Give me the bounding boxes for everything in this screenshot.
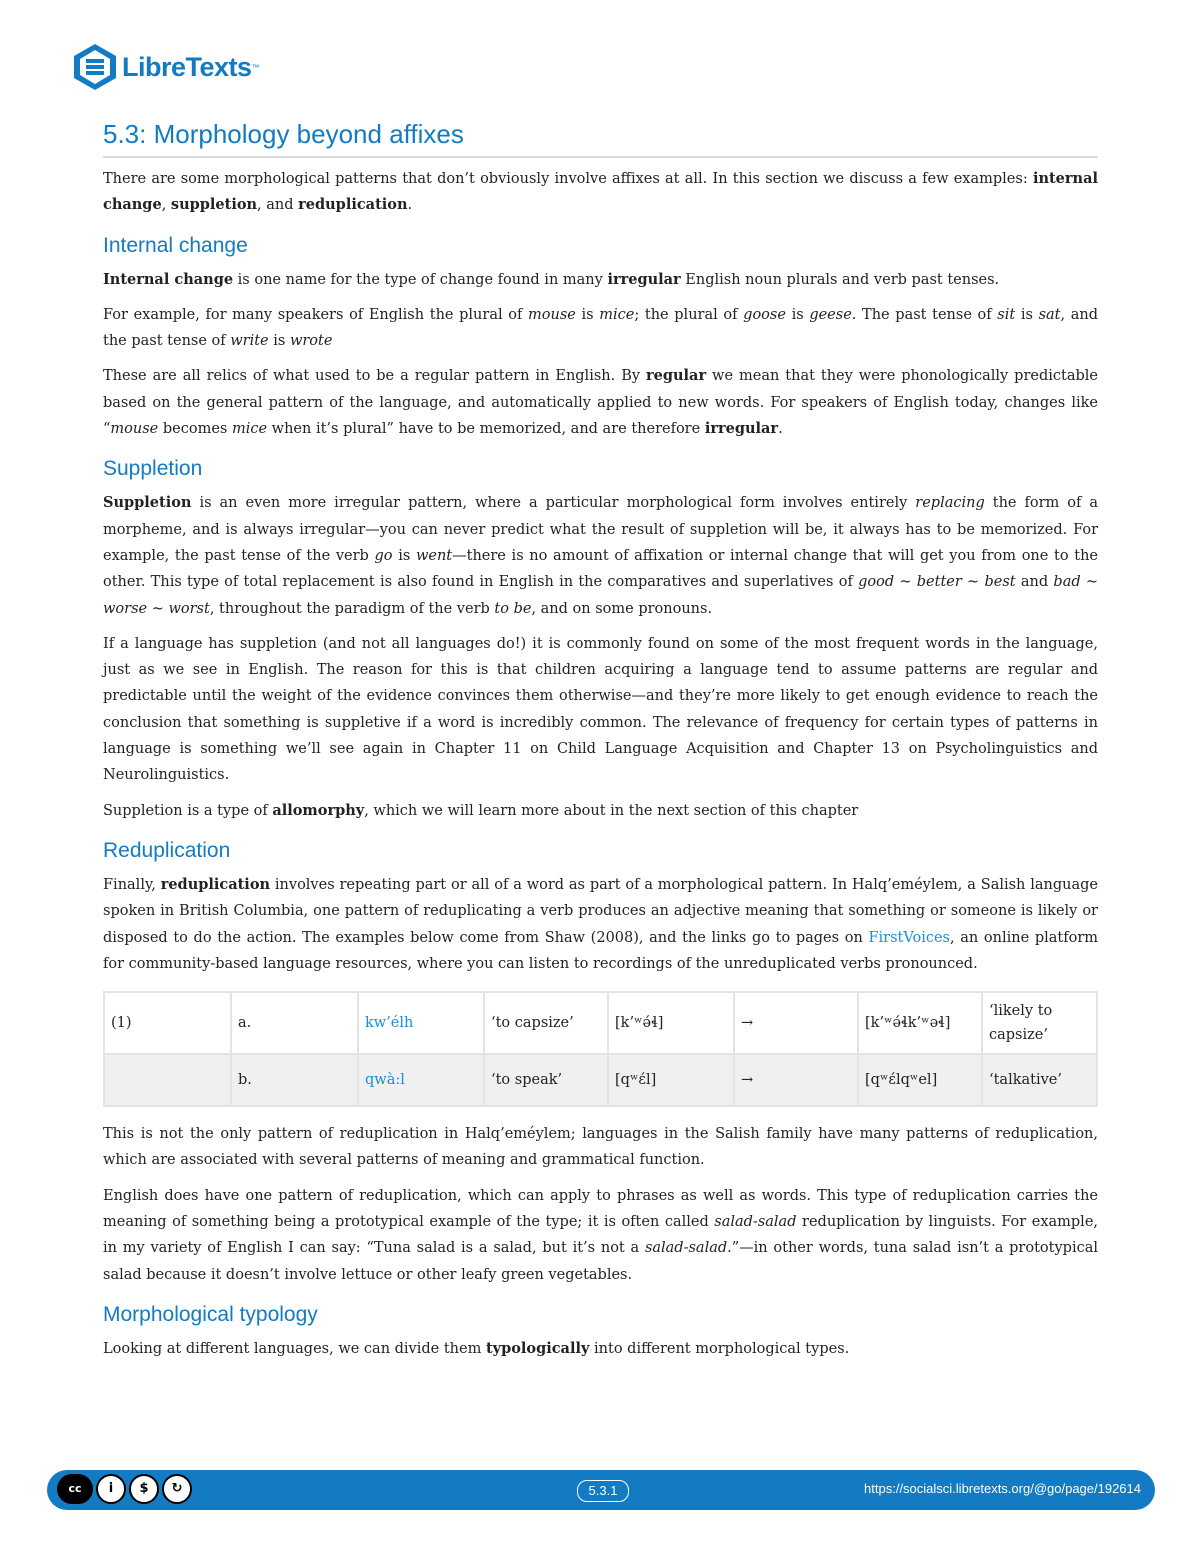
example-meaning: ‘likely to capsize’ <box>982 992 1097 1054</box>
noncommercial-icon: $ <box>129 1474 159 1504</box>
heading-reduplication: Reduplication <box>103 838 231 862</box>
libretexts-logo-icon <box>72 42 118 92</box>
suppletion-p2: If a language has suppletion (and not all languages do!) it is commonly found on some of the most frequent words in the language, just as we see in English. The reason for this is that children acquiring a language tend to assume patterns are regular and predictable until the weight of the evidence convinces them otherwise—and they’re more likely to get enough evidence to reach the conclusion that something is suppletive if a word is incredibly common. The relevance of frequency for certain types of patterns in language is something we’ll see again in Chapter 11 on Child Language Acquisition and Chapter 13 on Psycholinguistics and Neurolinguistics. <box>103 635 1098 784</box>
heading-suppletion: Suppletion <box>103 457 203 481</box>
sharealike-icon: ↻ <box>162 1474 192 1504</box>
page-number: 5.3.1 <box>577 1480 629 1502</box>
example-ipa: [k’ʷə́ɬ] <box>608 992 734 1054</box>
main-content <box>103 118 1098 1371</box>
internal-change-p2: For example, for many speakers of English the plural of mouse is mice; the plural of goose is geese. The past tense of sit is sat, and the past tense of write is wrote <box>103 306 1099 350</box>
word-link-qwal[interactable]: qwà:l <box>365 1072 405 1089</box>
page-title: 5.3: Morphology beyond affixes <box>103 118 1098 158</box>
table-row <box>104 992 1097 1054</box>
typology-p1: Looking at different languages, we can divide them typologically into different morphological types. <box>103 1339 850 1357</box>
libretexts-logo[interactable] <box>72 42 260 92</box>
brand-name: LibreTexts <box>122 51 252 82</box>
heading-internal-change: Internal change <box>103 233 248 257</box>
example-meaning: ‘talkative’ <box>982 1054 1097 1106</box>
cc-license-badge[interactable] <box>57 1474 192 1504</box>
suppletion-p3: Suppletion is a type of allomorphy, which we will learn more about in the next section of this chapter <box>103 801 859 819</box>
example-ipa-reduplicated: [k’ʷə́ɬk’ʷəɬ] <box>858 992 982 1054</box>
example-number <box>104 1054 231 1106</box>
heading-morphological-typology: Morphological typology <box>103 1302 318 1326</box>
example-ipa-reduplicated: [qʷɛ́lqʷel] <box>858 1054 982 1106</box>
reduplication-p3: English does have one pattern of reduplication, which can apply to phrases as well as words. This type of reduplication carries the meaning of something being a prototypical example of the type; it is often called salad-salad reduplication by linguists. For example, in my variety of English I can say: “Tuna salad is a salad, but it’s not a salad-salad.”—in other words, tuna salad isn’t a prototypical salad because it doesn’t involve lettuce or other leafy green vegetables. <box>103 1187 1099 1283</box>
arrow: → <box>734 992 858 1054</box>
suppletion-p1: Suppletion is an even more irregular pattern, where a particular morphological form involves entirely replacing the form of a morpheme, and is always irregular—you can never predict what the result of suppletion will be, it always has to be memorized. For example, the past tense of the verb go is went—there is no amount of affixation or internal change that will get you from one to the other. This type of total replacement is also found in English in the comparatives and superlatives of good ~ better ~ best and bad ~ worse ~ worst, throughout the paradigm of the verb to be, and on some pronouns. <box>103 494 1099 617</box>
example-gloss: ‘to speak’ <box>484 1054 608 1106</box>
page-url[interactable]: https://socialsci.libretexts.org/@go/page/192614 <box>864 1481 1141 1496</box>
brand-tm: ™ <box>251 62 260 72</box>
example-ipa: [qʷɛ́l] <box>608 1054 734 1106</box>
firstvoices-link[interactable]: FirstVoices <box>868 929 951 946</box>
example-letter: b. <box>231 1054 358 1106</box>
example-gloss: ‘to capsize’ <box>484 992 608 1054</box>
page-footer <box>47 1470 1155 1510</box>
example-letter: a. <box>231 992 358 1054</box>
term-internal-change: internal change <box>103 170 1098 214</box>
attribution-icon: i <box>96 1474 126 1504</box>
example-number: (1) <box>104 992 231 1054</box>
arrow: → <box>734 1054 858 1106</box>
internal-change-p1: Internal change is one name for the type of change found in many irregular English noun plurals and verb past tenses. <box>103 270 1000 288</box>
word-link-kwelh[interactable]: kw’élh <box>365 1015 414 1032</box>
reduplication-p2: This is not the only pattern of reduplication in Halq’eméylem; languages in the Salish family have many patterns of reduplication, which are associated with several patterns of meaning and grammatical function. <box>103 1126 1098 1169</box>
intro-paragraph: There are some morphological patterns that don’t obviously involve affixes at all. In this section we discuss a few examples: internal change, suppletion, and reduplication. <box>103 170 1098 214</box>
term-reduplication: reduplication <box>298 196 408 214</box>
reduplication-examples-table <box>103 991 1098 1107</box>
table-row <box>104 1054 1097 1106</box>
cc-icon: cc <box>57 1474 93 1504</box>
term-suppletion: suppletion <box>170 196 258 214</box>
internal-change-p3: These are all relics of what used to be a regular pattern in English. By regular we mean that they were phonologically predictable based on the general pattern of the language, and automatically applied to new words. For speakers of English today, changes like “mouse becomes mice when it’s plural” have to be memorized, and are therefore irregular. <box>103 367 1098 438</box>
reduplication-p1: Finally, reduplication involves repeating part or all of a word as part of a morphological pattern. In Halq’eméylem, a Salish language spoken in British Columbia, one pattern of reduplicating a verb produces an adjective meaning that something or someone is likely or disposed to do the action. The examples below come from Shaw (2008), and the links go to pages on FirstVoices, an online platform for community-based language resources, where you can listen to recordings of the unreduplicated verbs pronounced. <box>103 875 1098 972</box>
